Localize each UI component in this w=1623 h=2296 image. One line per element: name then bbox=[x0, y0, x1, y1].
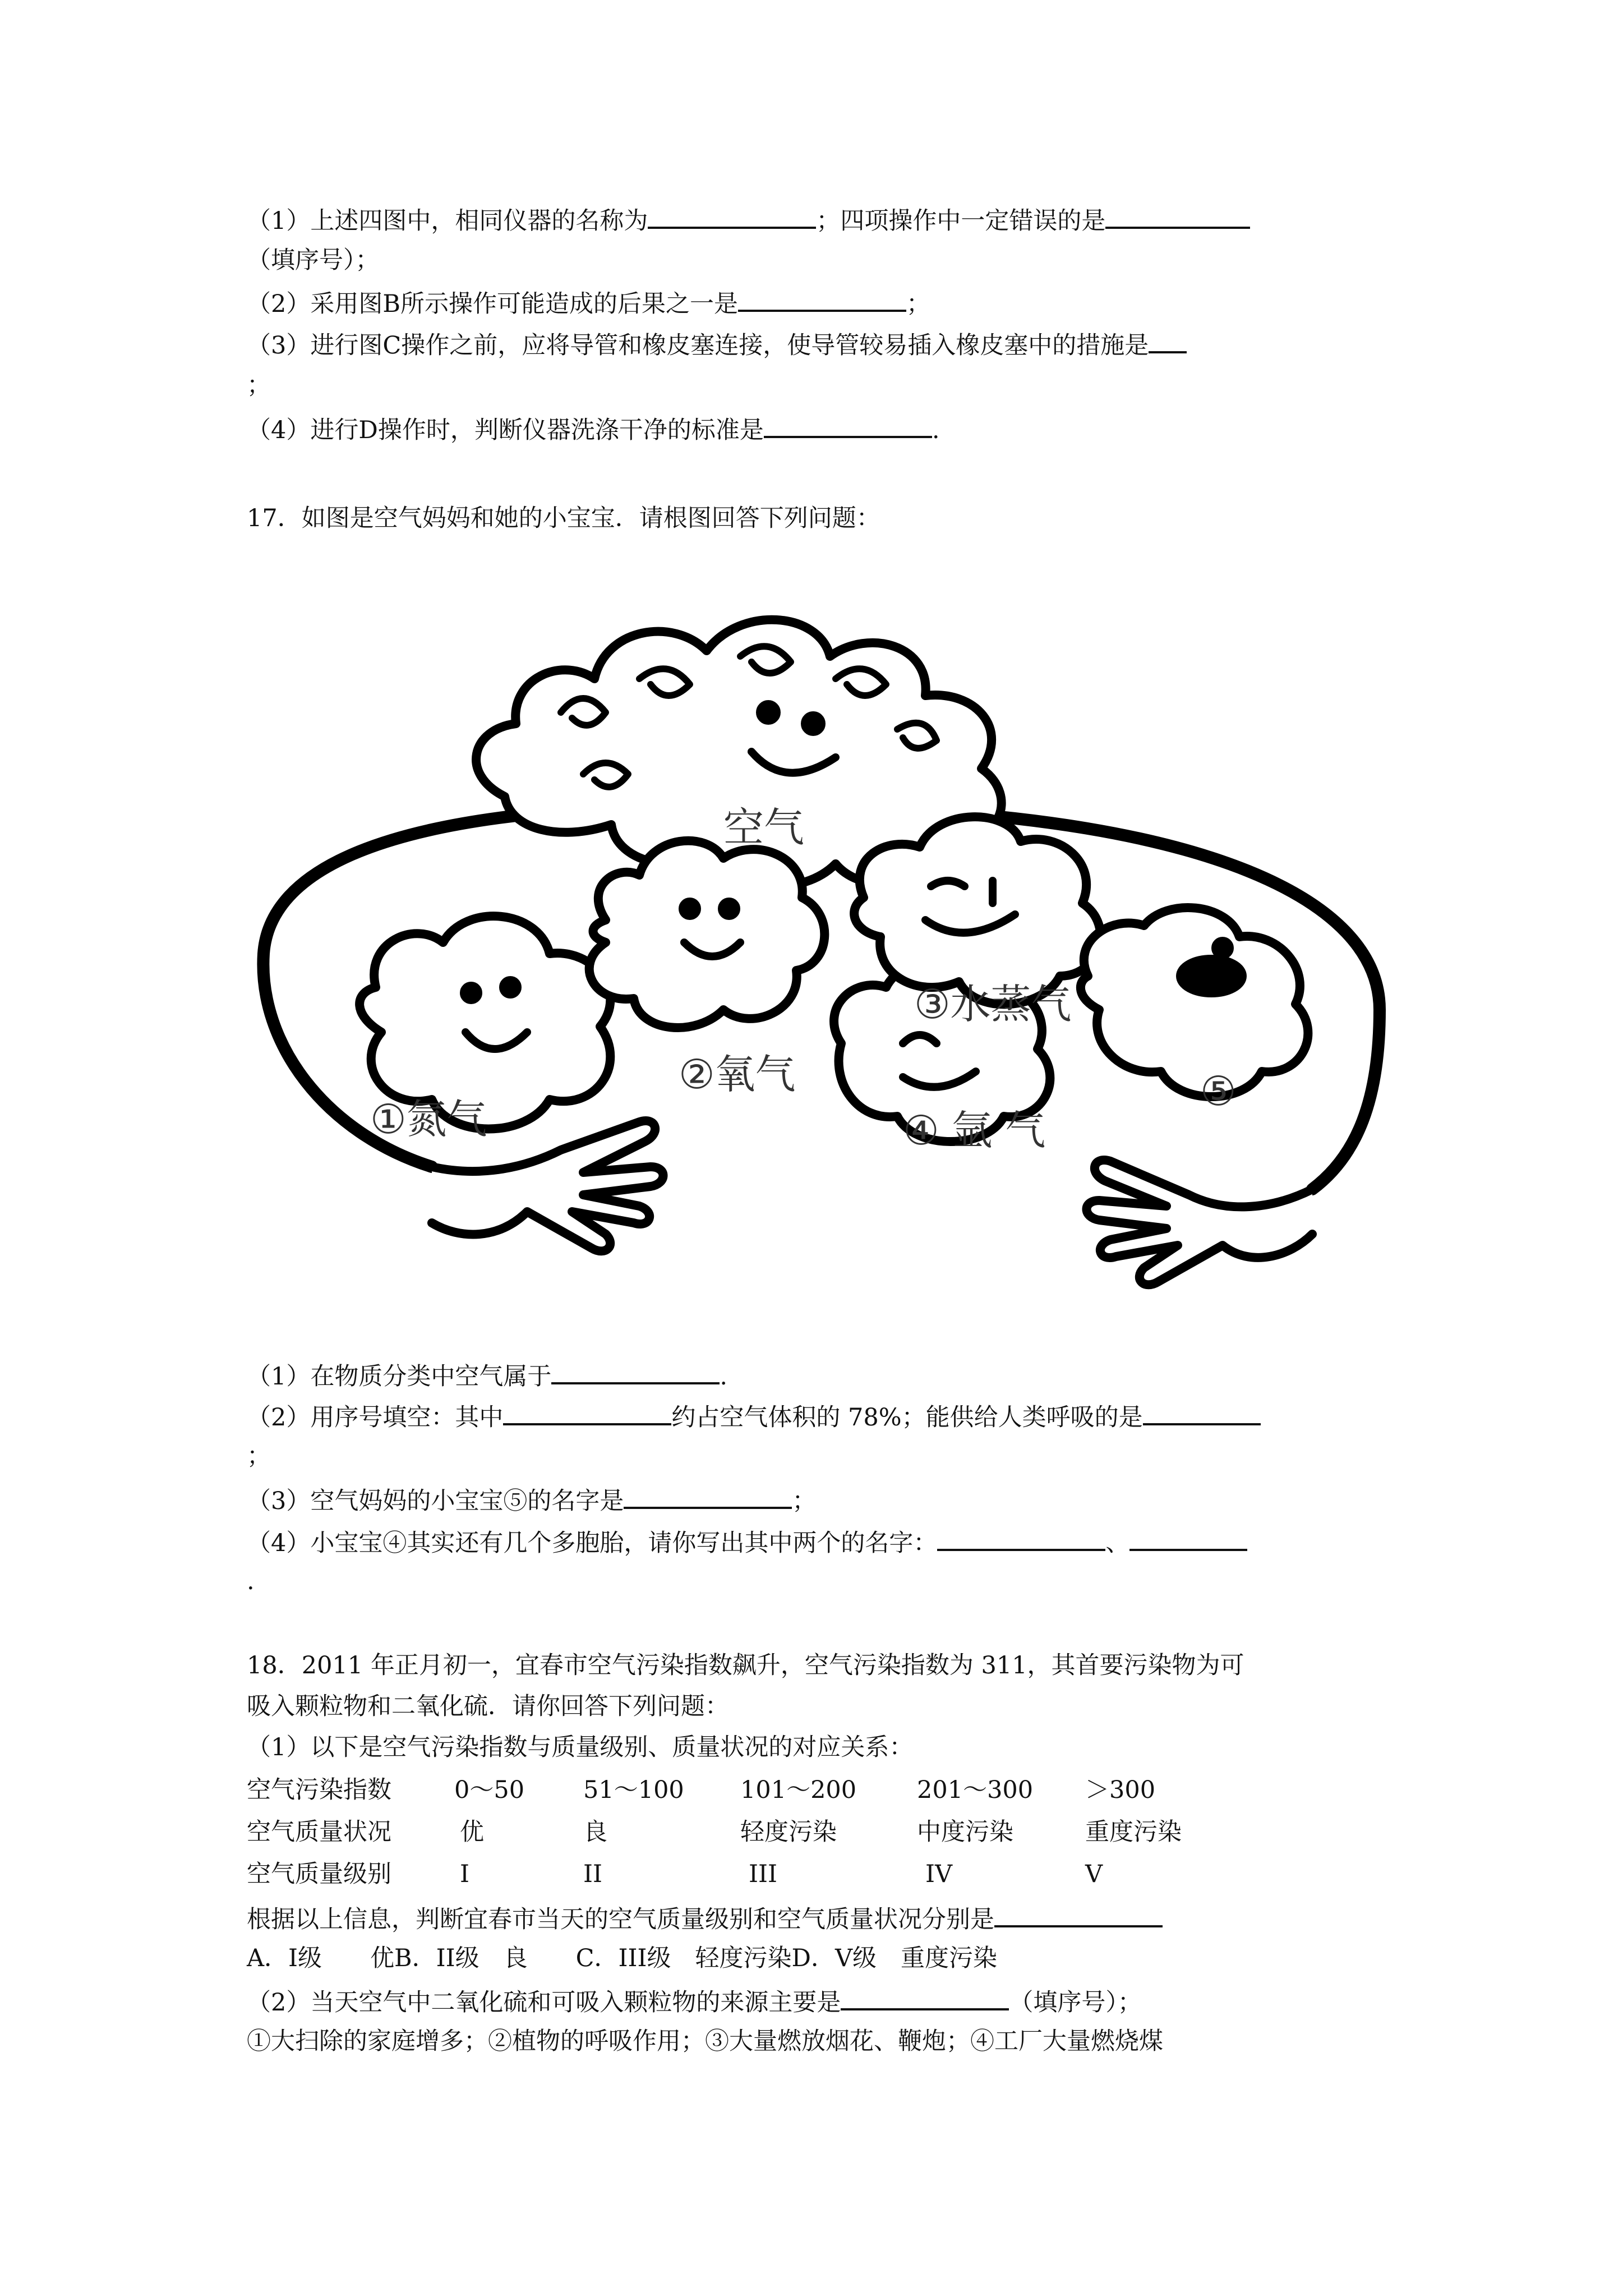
answer-blank[interactable] bbox=[994, 1901, 1163, 1927]
answer-blank[interactable] bbox=[503, 1398, 671, 1425]
baby3-cloud bbox=[854, 817, 1100, 1004]
q17-part4-cont: . bbox=[247, 1567, 255, 1595]
label-baby3: ③水蒸气 bbox=[914, 981, 1072, 1028]
q18-title-line2: 吸入颗粒物和二氧化硫．请你回答下列问题： bbox=[247, 1692, 729, 1720]
answer-blank[interactable] bbox=[937, 1524, 1105, 1551]
q17-part2-cont: ； bbox=[247, 1442, 271, 1470]
answer-blank[interactable] bbox=[1105, 202, 1250, 229]
q16-line3: （3）进行图C操作之前，应将导管和橡皮塞连接，使导管较易插入橡皮塞中的措施是 bbox=[247, 326, 1187, 362]
label-baby5: ⑤ bbox=[1200, 1068, 1237, 1115]
table-cell: IV bbox=[925, 1860, 953, 1888]
table-cell: 空气质量状况 bbox=[247, 1818, 391, 1846]
answer-blank[interactable] bbox=[551, 1358, 720, 1384]
answer-blank[interactable] bbox=[648, 202, 816, 229]
label-baby4: ④ 氩 气 bbox=[903, 1107, 1046, 1154]
table-cell: 轻度污染 bbox=[740, 1818, 837, 1846]
table-cell: ＞300 bbox=[1085, 1776, 1156, 1804]
table-cell: 空气质量级别 bbox=[247, 1860, 391, 1888]
answer-blank[interactable] bbox=[841, 1984, 1009, 2010]
q18-title-line1: 18．2011 年正月初一，宜春市空气污染指数飙升，空气污染指数为 311，其首要污染物为可 bbox=[247, 1651, 1244, 1680]
table-cell: 201～300 bbox=[917, 1776, 1034, 1804]
q16-line3-cont: ； bbox=[247, 371, 271, 399]
table-cell: 良 bbox=[583, 1818, 607, 1846]
q18-part2-choices: ①大扫除的家庭增多；②植物的呼吸作用；③大量燃放烟花、鞭炮；④工厂大量燃烧煤 bbox=[247, 2027, 1163, 2055]
q18-part1: （1）以下是空气污染指数与质量级别、质量状况的对应关系： bbox=[247, 1733, 914, 1761]
answer-blank[interactable] bbox=[738, 285, 906, 312]
table-cell: 101～200 bbox=[740, 1776, 857, 1804]
q17-part3: （3）空气妈妈的小宝宝⑤的名字是 ； bbox=[247, 1482, 816, 1517]
air-family-figure bbox=[247, 583, 1430, 1324]
table-cell: 优 bbox=[460, 1818, 484, 1846]
answer-blank[interactable] bbox=[624, 1482, 792, 1509]
q16-line1-cont: （填序号）； bbox=[247, 246, 380, 274]
baby2-cloud bbox=[589, 841, 825, 1028]
table-cell: V bbox=[1085, 1860, 1103, 1888]
label-baby2: ②氧气 bbox=[679, 1051, 796, 1098]
table-cell: 空气污染指数 bbox=[247, 1776, 391, 1804]
q17-part4: （4）小宝宝④其实还有几个多胞胎，请你写出其中两个的名字： 、 bbox=[247, 1524, 1247, 1559]
table-cell: 重度污染 bbox=[1085, 1818, 1182, 1846]
table-cell: II bbox=[583, 1860, 602, 1888]
q16-line4: （4）进行D操作时，判断仪器洗涤干净的标准是 . bbox=[247, 411, 940, 447]
q18-options: A．I级 优B．II级 良 C．III级 轻度污染D．V级 重度污染 bbox=[247, 1944, 997, 1972]
table-cell: 0～50 bbox=[454, 1776, 525, 1804]
q17-part2: （2）用序号填空：其中 约占空气体积的 78%；能供给人类呼吸的是 bbox=[247, 1398, 1261, 1434]
table-cell: I bbox=[460, 1860, 469, 1888]
q17-part1: （1）在物质分类中空气属于 . bbox=[247, 1358, 727, 1393]
answer-blank[interactable] bbox=[1143, 1398, 1261, 1425]
baby5-cloud bbox=[1081, 908, 1308, 1097]
answer-blank[interactable] bbox=[1149, 326, 1187, 353]
label-baby1: ①氮气 bbox=[370, 1096, 487, 1143]
right-hand bbox=[1087, 1160, 1313, 1285]
table-cell: 中度污染 bbox=[917, 1818, 1013, 1846]
answer-blank[interactable] bbox=[1129, 1524, 1247, 1551]
q17-title: 17．如图是空气妈妈和她的小宝宝．请根图回答下列问题： bbox=[247, 504, 880, 532]
answer-blank[interactable] bbox=[764, 411, 932, 438]
table-cell: 51～100 bbox=[583, 1776, 684, 1804]
q16-line2: （2）采用图B所示操作可能造成的后果之一是 ； bbox=[247, 285, 930, 320]
q16-line1: （1）上述四图中，相同仪器的名称为 ；四项操作中一定错误的是 bbox=[247, 202, 1250, 237]
label-mother: 空气 bbox=[723, 804, 805, 851]
q18-part2: （2）当天空气中二氧化硫和可吸入颗粒物的来源主要是 （填序号）； bbox=[247, 1984, 1142, 2019]
q18-judge: 根据以上信息，判断宜春市当天的空气质量级别和空气质量状况分别是 bbox=[247, 1901, 1163, 1936]
table-cell: III bbox=[749, 1860, 777, 1888]
